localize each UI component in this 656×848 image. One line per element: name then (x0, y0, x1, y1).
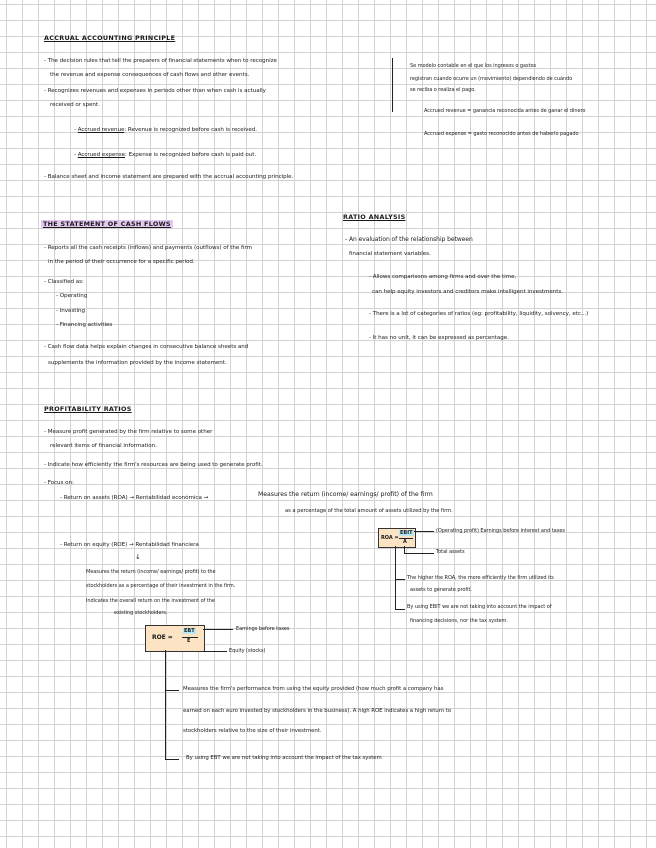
cashflow-item-operating: - Operating (56, 293, 88, 299)
accrued-expense-term: Accrued expense (77, 152, 125, 158)
roe-measure-3: Indicates the overall return on the investment of the (86, 598, 215, 604)
accrued-revenue-text: : Revenue is recognized before cash is received. (124, 127, 258, 133)
cashflow-explain-2: supplements the information provided by the income statement. (48, 360, 227, 366)
ratio-line-2: financial statement variables. (349, 251, 431, 257)
side-line-1: Se modelo contable en el que los ingresos o gastos (410, 63, 537, 69)
side-line-3: se reciba o realiza el pago. (410, 87, 476, 93)
side-accrued-revenue: Accrued revenue = ganancia reconocida antes de ganar el dinero (424, 108, 586, 114)
cashflow-title (41, 220, 173, 228)
accrual-line-3: - Recognizes revenues and expenses in periods other than when cash is actually (44, 88, 266, 94)
roa-num-note: (Operating profit) Earnings before interest and taxes (436, 528, 565, 534)
roe-down-arrow: ↓ (135, 553, 141, 561)
roa-label: - Return on assets (ROA) → Rentabilidad económica → (60, 495, 209, 501)
ratio-allows-2: can help equity investors and creditors make intelligent investments. (372, 289, 564, 295)
accrual-title: ACCRUAL ACCOUNTING PRINCIPLE (44, 34, 176, 42)
side-divider (392, 58, 393, 112)
ratio-line-1: - An evaluation of the relationship between (345, 236, 473, 243)
roe-measure-1: Measures the return (income/ earnings/ profit) to the (86, 569, 216, 575)
accrual-line-1: - The decision rules that tell the preparers of financial statements when to recognize (44, 58, 277, 64)
roa-ebit-2: financing decisions, nor the tax system. (410, 618, 508, 624)
roa-bracket-tick-1 (395, 579, 405, 580)
ratio-categories: - There is a lot of categories of ratios (eg: profitability, liquidity, solvency, etc...) (369, 311, 589, 317)
roe-measures-3: stockholders relative to the size of their investment. (183, 728, 322, 734)
roe-label: - Return on equity (ROE) → Rentabilidad financiera (60, 542, 199, 548)
roe-measures-1: Measures the firm's performance from using the equity provided (how much profit a company has (183, 686, 444, 692)
roe-den-note: Equity (stocks) (229, 648, 266, 654)
profit-focus: - Focus on: (44, 480, 74, 486)
cashflow-classified: - Classified as: (44, 279, 84, 285)
roa-higher-1: The higher the ROA, the more efficiently the firm utilized its (407, 575, 554, 581)
roe-formula-numerator: EBT (184, 628, 195, 634)
roe-measure-2: stockholders as a percentage of their investment in the firm. (86, 583, 236, 589)
ratio-unit: - It has no unit, it can be expressed as percentage. (369, 335, 509, 341)
roa-measure-2: as a percentage of the total amount of assets utilized by the firm. (285, 508, 453, 514)
roe-measures-2: earned on each euro invested by stockholders in the business). A high ROE indicates a high return to (183, 708, 452, 714)
roa-bracket-tick-2 (395, 609, 405, 610)
accrued-revenue-term: Accrued revenue (77, 127, 125, 133)
roe-bracket-tick-2 (165, 759, 179, 760)
cashflow-line-2: in the period of their occurrence for a specific period. (48, 259, 195, 265)
accrued-revenue-item: - Accrued revenue: Revenue is recognized before cash is received. (74, 127, 258, 133)
roa-num-arrow (414, 531, 434, 532)
profit-line-1: - Measure profit generated by the firm relative to some other (44, 429, 213, 435)
roa-den-arrow (404, 553, 434, 554)
roe-formula-box (145, 625, 205, 652)
roa-measure: Measures the return (income/ earnings/ profit) of the firm (258, 491, 433, 498)
roe-bracket (165, 650, 166, 760)
profit-title: PROFITABILITY RATIOS (44, 405, 132, 413)
cashflow-explain-1: - Cash flow data helps explain changes in consecutive balance sheets and (44, 344, 249, 350)
accrual-line-4: received or spent. (50, 102, 100, 108)
roe-formula-denominator: E (187, 638, 191, 644)
roa-den-note: Total assets (436, 549, 465, 555)
accrued-expense-text: : Expense is recognized before cash is paid out. (125, 152, 257, 158)
roe-num-note: Earnings before taxes (236, 626, 290, 632)
profit-line-3: - Indicate how efficiently the firm's resources are being used to generate profit. (44, 462, 263, 468)
roa-bracket (395, 546, 396, 610)
side-accrued-expense: Accrued expense = gasto reconocido antes de haberlo pagado (424, 131, 579, 137)
roa-ebit-1: By using EBIT we are not taking into account the impact of (407, 604, 552, 610)
roa-formula-box (378, 528, 416, 548)
side-line-2: registran cuando ocurre un (movimiento) dependiendo de cuándo (410, 76, 573, 82)
roe-bracket-tick-1 (165, 690, 179, 691)
roa-formula-denominator: A (403, 539, 407, 545)
roe-ebt-note: By using EBT we are not taking into account the impact of the tax system (186, 755, 382, 761)
ratio-title: RATIO ANALYSIS (343, 213, 406, 221)
roe-formula-lhs: ROE = (152, 634, 173, 641)
ratio-allows-1: - Allows comparisons among firms and over the time, (369, 274, 517, 280)
accrued-expense-item: - Accrued expense: Expense is recognized before cash is paid out. (74, 152, 257, 158)
roa-formula-numerator: EBIT (400, 530, 413, 536)
cashflow-title-text: THE STATEMENT OF CASH FLOWS (43, 220, 171, 228)
cashflow-item-financing: - Financing activities (56, 322, 113, 328)
roe-num-arrow (203, 629, 233, 630)
cashflow-line-1: - Reports all the cash receipts (inflows) and payments (outflows) of the firm (44, 245, 252, 251)
cashflow-item-investing: - Investing (56, 308, 85, 314)
balance-note: - Balance sheet and income statement are prepared with the accrual accounting principle. (44, 174, 294, 180)
profit-line-2: relevant items of financial information. (50, 443, 157, 449)
accrual-line-2: the revenue and expense consequences of cash flows and other events. (50, 72, 250, 78)
roe-den-arrow (203, 651, 227, 652)
roe-measure-4: existing stockholders. (114, 610, 168, 616)
roa-higher-2: assets to generate profit. (410, 587, 472, 593)
roa-formula-lhs: ROA = (381, 535, 399, 541)
